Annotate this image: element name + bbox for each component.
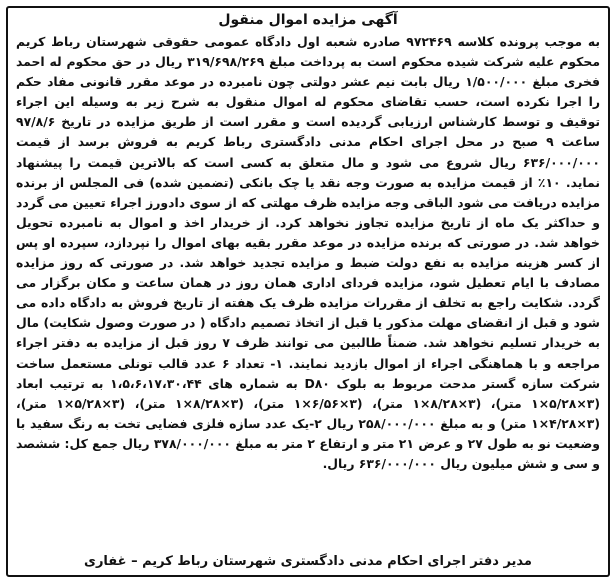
notice-signature: مدیر دفتر اجرای احکام مدنی دادگستری شهرستان رباط کریم – غفاری — [84, 554, 532, 569]
notice-body: به موجب پرونده کلاسه ۹۷۲۴۶۹ صادره شعبه اول دادگاه عمومی حقوقی شهرستان رباط کریم محکوم علیه شرکت شیده محکوم است به پرداخت مبلغ ۳۱۹/۶۹۸/۲۶۹ ریال در حق محکوم له احمد فخری مبلغ ۱/۵۰۰/۰۰۰ ریال بابت نیم عشر دولتی چون نامبرده در موعد مقرر قانونی مفاد حکم را اجرا نکرده است، حسب تقاضای محکوم له اموال منقول به شرح زیر به وسیله این اجراء توقیف و توسط کارشناس ارزیابی گردیده است و مقرر است از طریق مزایده در تاریخ ۹۷/۸/۶ ساعت ۹ صبح در محل اجرای احکام مدنی دادگستری رباط کریم به فروش برسد از قیمت ۶۳۶/۰۰۰/۰۰۰ ریال شروع می شود و مال متعلق به کسی است که بالاترین قیمت را پیشنهاد نماید. ۱۰٪ از قیمت مزایده به صورت وجه نقد یا چک بانکی (تضمین شده) فی المجلس از برنده مزایده دریافت می شود الباقی وجه مزایده ظرف مهلتی که از سوی دادورز اجراء تعیین می گردد و حداکثر یک ماه از تاریخ مزایده تجاوز نخواهد کرد. از خریدار اخذ و اموال به نامبرده تحویل خواهد شد. در صورتی که برنده مزایده در موعد مقرر بقیه بهای اموال را نپردازد، سپرده او پس از کسر هزینه مزایده به نفع دولت ضبط و مزایده تجدید خواهد شد. در صورتی که روز مزایده مصادف با ایام تعطیل شود، مزایده فردای اداری همان روز در همان ساعت و مکان برگزار می گردد. شکایت راجع به تخلف از مقررات مزایده ظرف یک هفته از تاریخ فروش به دادگاه داده می شود و قبل از انقضای مهلت مذکور یا قبل از اتخاذ تصمیم دادگاه ( در صورت وصول شکایت) مال به خریدار تسلیم نخواهد شد. ضمناً طالبین می توانند ظرف ۷ روز قبل از مزایده به دفتر اجراء مراجعه و با هماهنگی اجراء از اموال بازدید نمایند. ۱- تعداد ۶ عدد قالب تونلی مستعمل ساخت شرکت سازه گستر مدحت مربوط به بلوک D۸۰ به شماره های ۱،۵،۶،۱۷،۳۰،۴۴ به ترتیب ابعاد (۳×۵/۲۸×۱ متر)، (۳×۸/۲۸×۱ متر)، (۳×۶/۵۶×۱ متر)، (۳×۸/۲۸×۱ متر)، (۳×۵/۲۸×۱ متر)، (۳×۴/۲۸×۱ متر) و به مبلغ ۲۵۸/۰۰۰/۰۰۰ ریال ۲-یک عدد سازه فلزی فضایی تخت به رنگ سفید با وضعیت نو به طول ۲۷ و عرض ۲۱ متر و ارتفاع ۲ متر به مبلغ ۳۷۸/۰۰۰/۰۰۰ ریال جمع کل: ششصد و سی و شش میلیون ریال ۶۳۶/۰۰۰/۰۰۰ ریال. — [16, 34, 600, 471]
notice-title: آگهی مزایده اموال منقول — [218, 12, 398, 28]
notice-border — [6, 6, 610, 577]
